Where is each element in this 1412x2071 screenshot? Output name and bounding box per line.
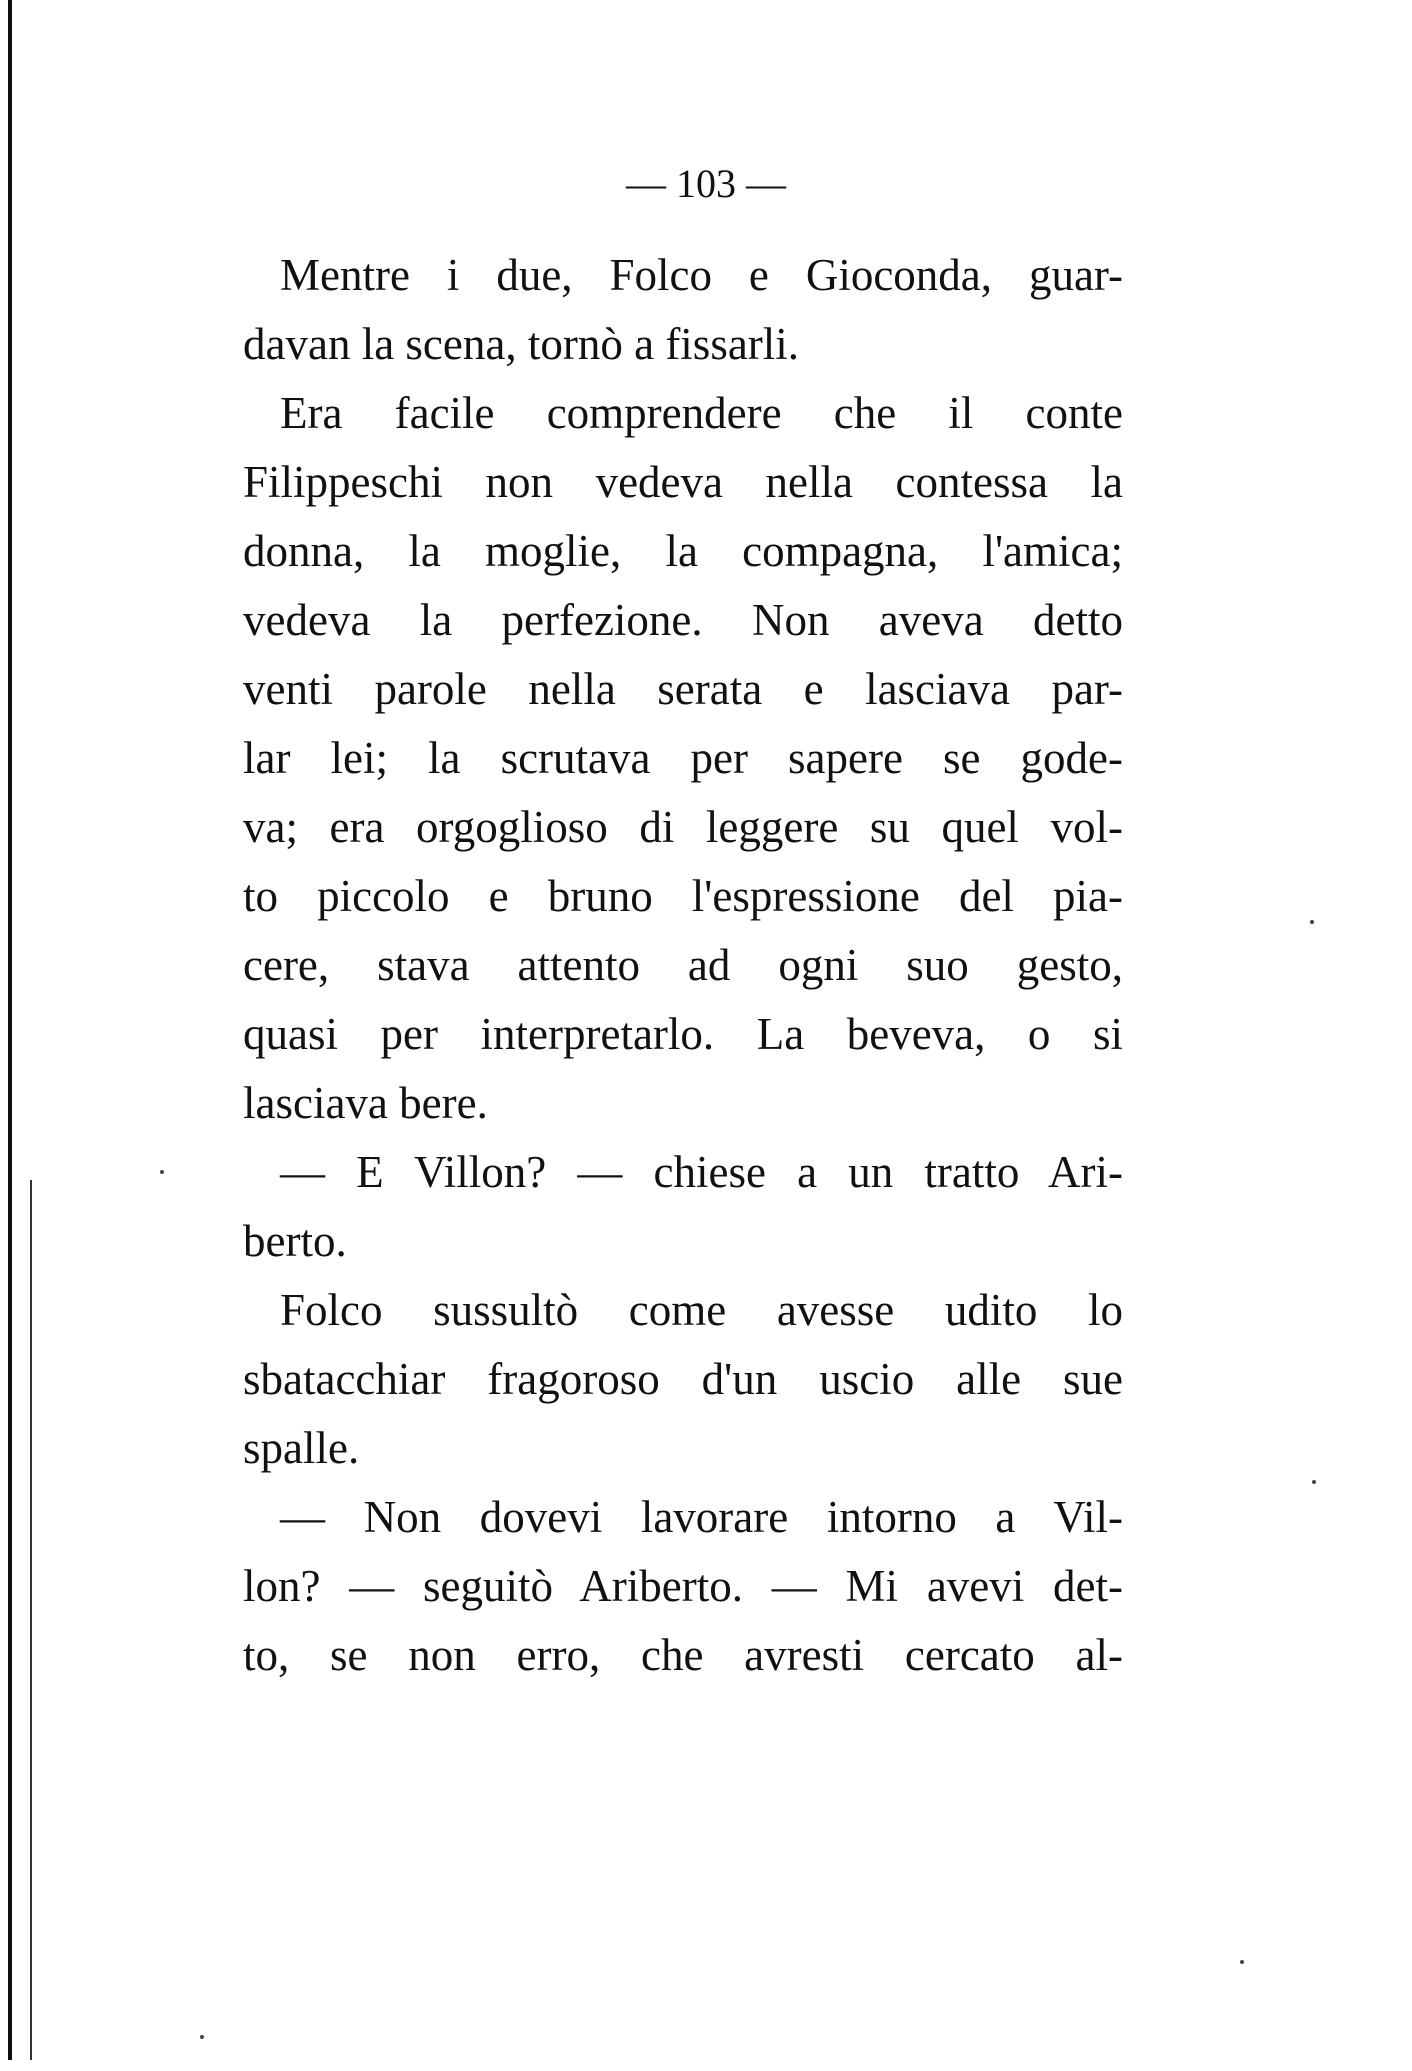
text-line: donna, la moglie, la compagna, l'amica; xyxy=(243,526,1123,576)
page-edge-line xyxy=(30,1180,32,2060)
text-line: spalle. xyxy=(243,1423,360,1473)
text-line: Folco sussultò come avesse udito lo xyxy=(280,1285,1123,1335)
text-line: vedeva la perfezione. Non aveva detto xyxy=(243,595,1123,645)
text-line: lar lei; la scrutava per sapere se gode- xyxy=(243,733,1123,783)
page-edge-shadow xyxy=(8,0,12,2060)
scan-speck xyxy=(1310,920,1314,924)
scan-speck xyxy=(1312,1480,1316,1484)
text-line: berto. xyxy=(243,1216,347,1266)
text-line: lasciava bere. xyxy=(243,1078,488,1128)
scan-speck xyxy=(1240,1960,1244,1964)
text-line: quasi per interpretarlo. La beveva, o si xyxy=(243,1009,1123,1059)
text-line: Mentre i due, Folco e Gioconda, guar- xyxy=(280,250,1123,300)
text-line: Filippeschi non vedeva nella contessa la xyxy=(243,457,1123,507)
text-line: — E Villon? — chiese a un tratto Ari- xyxy=(280,1147,1123,1197)
text-line: davan la scena, tornò a fissarli. xyxy=(243,319,800,369)
text-line: venti parole nella serata e lasciava par- xyxy=(243,664,1123,714)
scan-speck xyxy=(200,2035,204,2039)
text-line: Era facile comprendere che il conte xyxy=(280,388,1123,438)
text-line: cere, stava attento ad ogni suo gesto, xyxy=(243,940,1123,990)
text-line: to piccolo e bruno l'espressione del pia- xyxy=(243,871,1123,921)
scan-speck xyxy=(160,1170,164,1174)
page-number: — 103 — xyxy=(626,161,786,206)
text-line: to, se non erro, che avresti cercato al- xyxy=(243,1630,1123,1680)
text-line: va; era orgoglioso di leggere su quel vol- xyxy=(243,802,1123,852)
text-line: — Non dovevi lavorare intorno a Vil- xyxy=(280,1492,1123,1542)
text-line: sbatacchiar fragoroso d'un uscio alle sue xyxy=(243,1354,1123,1404)
text-line: lon? — seguitò Ariberto. — Mi avevi det- xyxy=(243,1561,1123,1611)
